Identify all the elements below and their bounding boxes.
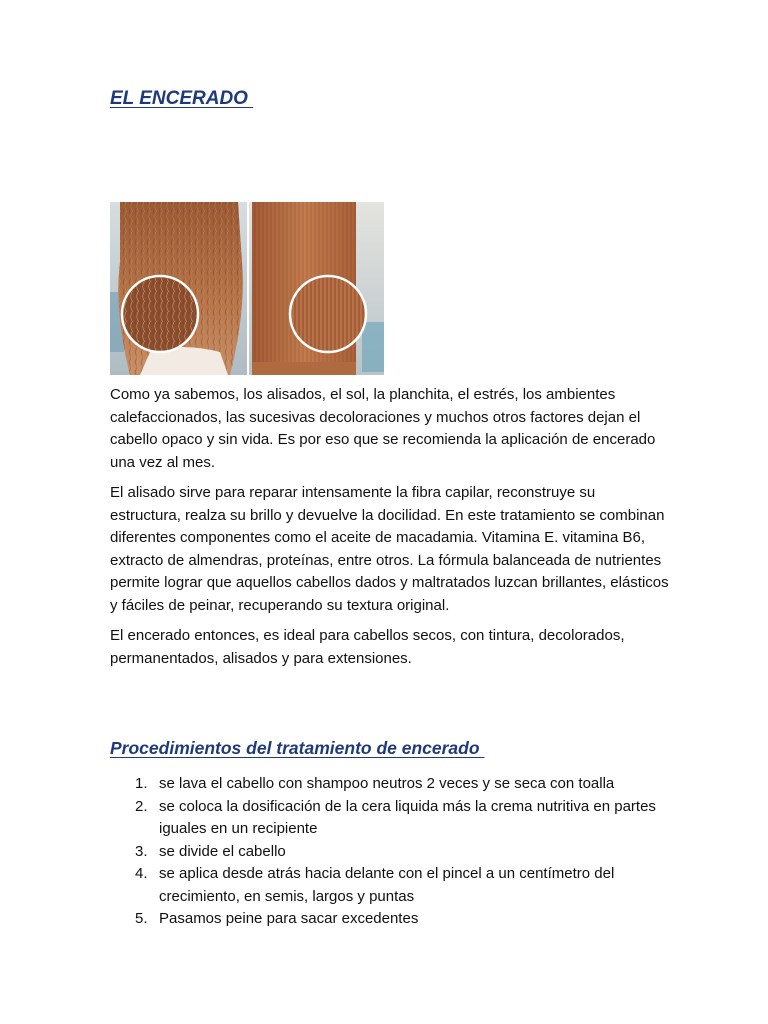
paragraph: El encerado entonces, es ideal para cabellos secos, con tintura, decolorados, permanentados, alisados y para extensiones. (110, 627, 625, 667)
before-after-hair-image (110, 202, 384, 375)
list-item (110, 773, 670, 796)
list-item (110, 841, 670, 864)
list-number: 3. (135, 842, 148, 860)
list-item-text: Pasamos peine para sacar excedentes (159, 910, 419, 927)
hair-illustration (110, 202, 384, 375)
list-number: 4. (135, 865, 148, 882)
paragraph: El alisado sirve para reparar intensamente la fibra capilar, reconstruye su estructura, realza su brillo y devuelve la docilidad. En este tratamiento se combinan diferentes componentes como el aceite de macadamia. Vitamina E. vitamina B6, extracto de almendras, proteínas, entre otros. La fórmula balanceada de nutrientes permite lograr que aquellos cabellos dados y maltratados luzcan brillantes, elásticos y fáciles de peinar, recuperando su textura original. (110, 484, 669, 614)
list-item (110, 908, 670, 931)
list-item-text: se aplica desde atrás hacia delante con el pincel a un centímetro del crecimiento, en semis, largos y puntas (159, 865, 615, 905)
list-item-text: se divide el cabello (159, 842, 286, 860)
list-item (110, 796, 670, 841)
list-number: 5. (135, 910, 148, 927)
list-item (110, 863, 670, 908)
list-number: 2. (135, 797, 148, 815)
procedure-list (110, 773, 670, 931)
list-item-text: se lava el cabello con shampoo neutros 2 veces y se seca con toalla (159, 775, 615, 792)
intro-text (110, 384, 670, 678)
list-item-text: se coloca la dosificación de la cera liquida más la crema nutritiva en partes iguales en un recipiente (159, 797, 656, 837)
document-title: EL ENCERADO (110, 88, 254, 109)
paragraph: Como ya sabemos, los alisados, el sol, la planchita, el estrés, los ambientes calefaccionados, las sucesivas decoloraciones y muchos otros factores dejan el cabello opaco y sin vida. Es por eso que se recomienda la aplicación de encerado una vez al mes. (110, 386, 656, 471)
section-title: Procedimientos del tratamiento de encerado (110, 738, 485, 758)
list-number: 1. (135, 775, 148, 792)
